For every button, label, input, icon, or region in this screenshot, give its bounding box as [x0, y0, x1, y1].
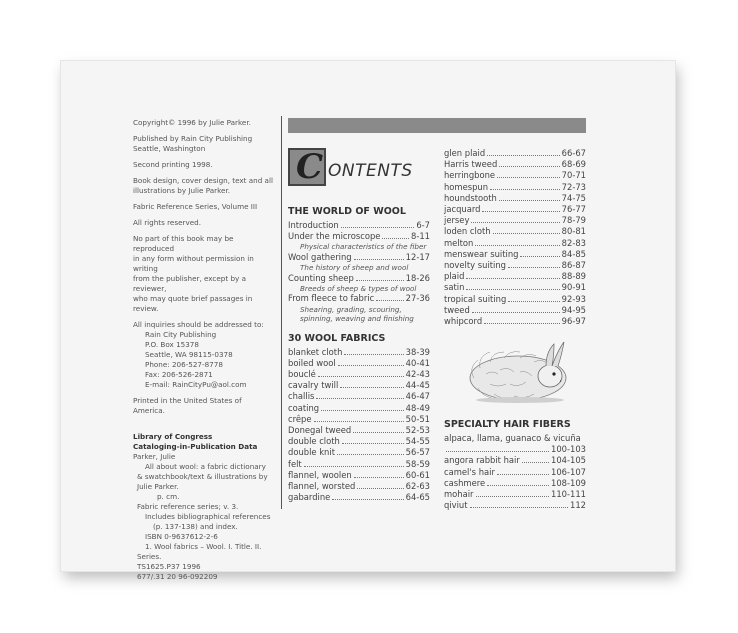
entry-label: herringbone: [444, 170, 496, 181]
leader-dots: [376, 300, 403, 301]
series-line: Fabric Reference Series, Volume III: [133, 202, 258, 211]
entry-page: 112: [570, 500, 586, 511]
entry-label: glen plaid: [444, 148, 486, 158]
entry-label: jacquard: [444, 204, 481, 215]
toc-entry[interactable]: [288, 347, 430, 358]
entry-page: 66-67: [561, 148, 586, 158]
entry-label: flannel, woolen: [288, 469, 352, 480]
leader-dots: [484, 323, 560, 324]
leader-dots: [316, 398, 403, 399]
entry-page: 62-63: [405, 480, 430, 491]
toc-entry[interactable]: [444, 215, 586, 226]
section-heading-fabrics: 30 WOOL FABRICS: [288, 332, 386, 344]
entry-page: 8-11: [410, 231, 430, 242]
toc-entry[interactable]: [288, 391, 430, 402]
printed-line: Printed in the United States of America.: [133, 396, 242, 415]
entry-label: loden cloth: [444, 226, 491, 237]
leader-dots: [338, 365, 404, 366]
entry-label: flannel, worsted: [288, 480, 356, 491]
entry-page: 27-36: [405, 293, 430, 304]
toc-entry[interactable]: [288, 273, 430, 284]
entry-page: 76-77: [561, 204, 586, 215]
entry-label: menswear suiting: [444, 248, 519, 259]
leader-dots: [499, 166, 559, 167]
leader-dots: [337, 454, 404, 455]
entry-page: 74-75: [561, 192, 586, 203]
leader-dots: [382, 238, 409, 239]
leader-dots: [341, 227, 415, 228]
toc-entry[interactable]: [444, 478, 586, 489]
entry-page: 100-103: [551, 444, 586, 455]
entry-label: Wool gathering: [288, 251, 352, 262]
entry-page: 6-7: [416, 220, 430, 230]
section-heading-hair: SPECIALTY HAIR FIBERS: [444, 419, 571, 430]
entry-label: coating: [288, 402, 320, 413]
logo-letter: C: [296, 147, 324, 187]
leader-dots: [344, 354, 403, 355]
toc-entry[interactable]: [288, 293, 430, 304]
entry-page: 80-81: [561, 226, 586, 237]
contents-logo: [288, 148, 326, 186]
toc-entry[interactable]: [288, 436, 430, 447]
leader-dots: [508, 301, 559, 302]
leader-dots: [466, 278, 559, 279]
entry-subtitle: Breeds of sheep & types of wool: [300, 283, 417, 293]
toc-entry[interactable]: [288, 403, 430, 414]
leader-dots: [356, 280, 404, 281]
toc-entry[interactable]: [444, 226, 586, 237]
leader-dots: [476, 496, 550, 497]
entry-page: 88-89: [561, 271, 586, 282]
entry-label: jersey: [444, 215, 470, 226]
leader-dots: [520, 256, 559, 257]
toc-entry[interactable]: [444, 249, 586, 260]
design-credit: Book design, cover design, text and all illustrations by Julie Parker.: [133, 176, 273, 195]
entry-page: 92-93: [561, 293, 586, 304]
toc-entry[interactable]: [444, 182, 586, 193]
entry-label: homespun: [444, 181, 489, 192]
entry-page: 90-91: [561, 282, 586, 293]
entry-page: 44-45: [405, 380, 430, 391]
entry-label: cashmere: [444, 477, 486, 488]
printing-line: Second printing 1998.: [133, 160, 213, 169]
toc-entry[interactable]: [288, 231, 430, 242]
leader-dots: [318, 376, 404, 377]
leader-dots: [353, 432, 403, 433]
entry-label: gabardine: [288, 492, 331, 503]
entry-label: boiled wool: [288, 357, 336, 368]
entry-page: 54-55: [405, 436, 430, 447]
entry-page: 56-57: [405, 447, 430, 458]
leader-dots: [471, 222, 559, 223]
leader-dots: [357, 488, 403, 489]
entry-label: tropical suiting: [444, 293, 507, 304]
leader-dots: [340, 387, 403, 388]
column-divider: [281, 116, 282, 509]
entry-label: blanket cloth: [288, 346, 343, 357]
toc-entry[interactable]: [288, 425, 430, 436]
entry-label: bouclé: [288, 368, 316, 379]
toc-entry[interactable]: [288, 252, 430, 263]
entry-label: melton: [444, 237, 474, 248]
entry-label: plaid: [444, 271, 465, 282]
leader-dots: [508, 267, 560, 268]
entry-label: tweed: [444, 304, 470, 315]
toc-entry[interactable]: [444, 489, 586, 500]
toc-entry[interactable]: [444, 294, 586, 305]
leader-dots: [354, 477, 404, 478]
leader-dots: [354, 259, 404, 260]
leader-dots: [487, 485, 549, 486]
entry-subtitle: Shearing, grading, scouring,: [300, 304, 402, 314]
toc-entry[interactable]: [444, 170, 586, 181]
entry-label: cavalry twill: [288, 380, 339, 391]
toc-entry[interactable]: [444, 500, 586, 511]
entry-page: 68-69: [561, 159, 586, 170]
entry-label: felt: [288, 458, 302, 469]
entry-page: 94-95: [561, 304, 586, 315]
toc-hair-section: [444, 419, 586, 511]
publisher-info: Published by Rain City Publishing Seattle, Washington: [133, 134, 253, 153]
entry-page: 18-26: [405, 272, 430, 283]
entry-label: houndstooth: [444, 192, 497, 203]
leader-dots: [522, 462, 549, 463]
toc-entry[interactable]: [444, 433, 586, 444]
toc-entry[interactable]: [288, 414, 430, 425]
entry-label: mohair: [444, 489, 474, 500]
toc-entry[interactable]: [288, 470, 430, 481]
entry-page: 96-97: [561, 316, 586, 327]
entry-page: 70-71: [561, 170, 586, 181]
leader-dots: [482, 211, 559, 212]
header-bar: [288, 118, 586, 133]
toc-entry[interactable]: [288, 459, 430, 470]
entry-label: alpaca, llama, guanaco & vicuña: [444, 433, 581, 443]
entry-label: angora rabbit hair: [444, 455, 520, 466]
entry-label: Harris tweed: [444, 159, 498, 170]
entry-label: satin: [444, 282, 465, 293]
toc-column-1: [288, 206, 430, 503]
entry-label: Under the microscope: [288, 231, 381, 242]
toc-entry[interactable]: [288, 481, 430, 492]
rights-line: All rights reserved.: [133, 218, 201, 227]
entry-page: 60-61: [405, 469, 430, 480]
entry-label: novelty suiting: [444, 260, 507, 271]
entry-label: Donegal tweed: [288, 424, 352, 435]
toc-entry[interactable]: [444, 467, 586, 478]
entry-label: challis: [288, 391, 315, 402]
entry-page: 86-87: [561, 260, 586, 271]
toc-entry[interactable]: [444, 238, 586, 249]
leader-dots: [497, 474, 549, 475]
colophon: [133, 118, 275, 588]
entry-label: qiviut: [444, 500, 468, 511]
toc-entry[interactable]: [444, 282, 586, 293]
section-heading-world: THE WORLD OF WOOL: [288, 206, 406, 217]
entry-page: 40-41: [405, 357, 430, 368]
entry-label: Counting sheep: [288, 272, 354, 283]
leader-dots: [475, 245, 559, 246]
entry-page: 46-47: [405, 391, 430, 402]
leader-dots: [470, 507, 568, 508]
entry-label: double knit: [288, 447, 335, 458]
toc-entry[interactable]: [288, 447, 430, 458]
entry-label: whipcord: [444, 316, 483, 327]
toc-entry[interactable]: [444, 305, 586, 316]
toc-column-2: [444, 148, 586, 327]
leader-dots: [472, 312, 560, 313]
cip-heading: Library of Congress Cataloging-in-Publication Data: [133, 432, 258, 451]
entry-page: 38-39: [405, 346, 430, 357]
toc-entry-page[interactable]: [444, 444, 586, 455]
leader-dots: [304, 466, 404, 467]
leader-dots: [490, 189, 560, 190]
entry-page: 48-49: [405, 402, 430, 413]
entry-page: 12-17: [405, 251, 430, 262]
entry-label: Introduction: [288, 220, 339, 230]
entry-label: From fleece to fabric: [288, 293, 375, 304]
leader-dots: [487, 155, 559, 156]
no-reproduction-notice: No part of this book may be reproduced in any form without permission in writing from the publisher, except by a reviewer, who may quote brief passages in review.: [133, 234, 254, 313]
leader-dots: [446, 451, 549, 452]
entry-label: crêpe: [288, 413, 312, 424]
entry-page: 108-109: [551, 477, 586, 488]
toc-entry[interactable]: [288, 358, 430, 369]
toc-entry[interactable]: [444, 159, 586, 170]
entry-page: 104-105: [551, 455, 586, 466]
toc-entry[interactable]: [288, 220, 430, 231]
entry-page: 42-43: [405, 368, 430, 379]
leader-dots: [342, 443, 404, 444]
leader-dots: [314, 421, 404, 422]
cip-data: Parker, Julie All about wool: a fabric dictionary & swatchbook/text & illustrations by Julie Parker. p. cm. Fabric reference series; v. 3. Includes bibliographical references (p. 137-138) and index. ISBN 0-9637612-2-6 1. Wool fabrics – Wool. I. Title. II. Series. TS1625.P37 1996 677/.31 20 96-092209: [133, 452, 271, 581]
entry-page: 84-85: [561, 248, 586, 259]
toc-entry[interactable]: [444, 193, 586, 204]
entry-page: 82-83: [561, 237, 586, 248]
toc-entry[interactable]: [288, 492, 430, 503]
entry-page: 110-111: [551, 489, 586, 500]
leader-dots: [332, 499, 403, 500]
toc-entry[interactable]: [444, 271, 586, 282]
toc-entry[interactable]: [444, 260, 586, 271]
entry-page: 52-53: [405, 424, 430, 435]
entry-subtitle: Physical characteristics of the fiber: [300, 242, 427, 252]
entry-page: 50-51: [405, 413, 430, 424]
toc-entry[interactable]: [444, 455, 586, 466]
toc-entry[interactable]: [444, 148, 586, 159]
leader-dots: [493, 233, 560, 234]
angora-rabbit-illustration: [460, 338, 572, 404]
copyright-line: Copyright© 1996 by Julie Parker.: [133, 118, 251, 127]
entry-page: 64-65: [405, 492, 430, 503]
entry-page: 58-59: [405, 458, 430, 469]
entry-label: double cloth: [288, 436, 340, 447]
toc-entry[interactable]: [444, 316, 586, 327]
toc-entry[interactable]: [288, 380, 430, 391]
entry-page: 106-107: [551, 466, 586, 477]
leader-dots: [499, 200, 560, 201]
leader-dots: [321, 410, 404, 411]
toc-entry[interactable]: [288, 369, 430, 380]
entry-page: 72-73: [561, 181, 586, 192]
entry-page: 78-79: [561, 215, 586, 226]
contents-title: ONTENTS: [328, 161, 413, 181]
entry-subtitle: The history of sheep and wool: [300, 263, 409, 273]
entry-subtitle: spinning, weaving and finishing: [300, 314, 414, 324]
entry-label: camel's hair: [444, 466, 495, 477]
inquiries-block: All inquiries should be addressed to: Rain City Publishing P.O. Box 15378 Seattle, WA 98115-0378 Phone: 206-527-8778 Fax: 206-526-2871 E-mail: RainCityPu@aol.com: [133, 320, 264, 389]
toc-entry[interactable]: [444, 204, 586, 215]
leader-dots: [466, 289, 559, 290]
leader-dots: [497, 177, 560, 178]
